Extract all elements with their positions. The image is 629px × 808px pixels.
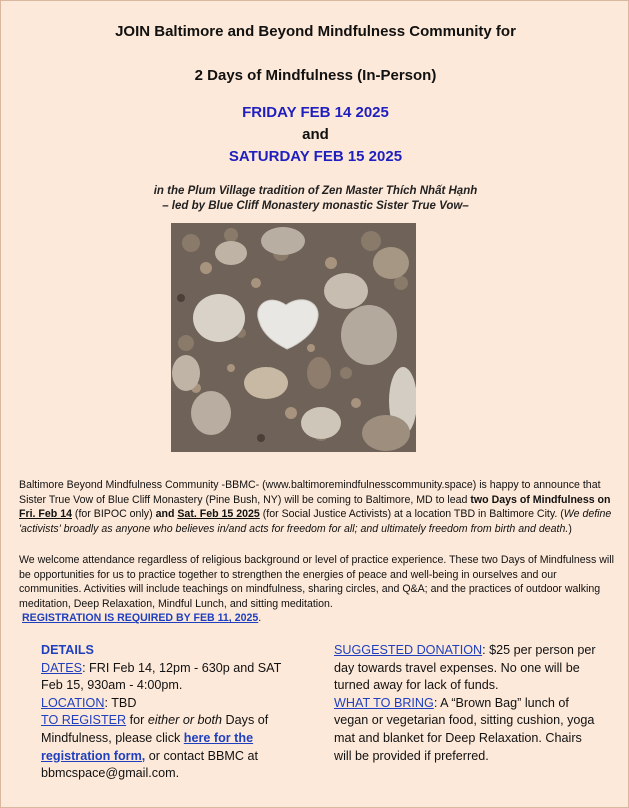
dates-value: : FRI Feb 14, 12pm - 630p and SAT Feb 15, 930am - 4:00pm. <box>41 660 282 693</box>
register-text-d: or contact BBMC at bbmcspace@gmail.com. <box>41 748 258 781</box>
donation-block <box>334 642 596 695</box>
location-value: : TBD <box>104 695 137 710</box>
date-friday: FRIDAY FEB 14 2025 <box>242 104 389 121</box>
intro-text-g: ) <box>568 522 572 535</box>
registration-end: . <box>258 612 262 625</box>
intro-text-c: (for BIPOC only) <box>71 508 156 521</box>
intro-paragraph <box>19 478 615 536</box>
location-label: LOCATION <box>41 695 105 710</box>
flyer-title-line1: JOIN Baltimore and Beyond Mindfulness Community for <box>115 23 516 40</box>
donation-value: : $25 per person per day towards travel expenses. No one will be turned away for lack of funds. <box>334 643 596 693</box>
intro-text-b: two Days of Mindfulness on <box>470 493 611 506</box>
date-saturday: SATURDAY FEB 15 2025 <box>228 148 403 165</box>
details-register <box>41 712 291 782</box>
heart-stone-photo <box>171 223 416 452</box>
register-text-a: for <box>126 713 148 728</box>
register-text-b: either or both <box>147 713 223 728</box>
welcome-paragraph <box>19 553 615 626</box>
register-text-c: Days of Mindfulness, please click <box>41 713 269 745</box>
details-column <box>41 642 291 783</box>
tradition-line2: – led by Blue Cliff Monastery monastic Sister True Vow– <box>162 200 469 212</box>
registration-deadline: REGISTRATION IS REQUIRED BY FEB 11, 2025 <box>22 612 259 625</box>
welcome-text: We welcome attendance regardless of religious background or level of practice experience. These two Days of Mindfulness will be opportunities for us to practice together to strengthen the energies of peace and well-being in ourselves and our communities. Activities will include teachings on mindfulness, sharing circles, and Q&A; and the practices of outdoor walking meditation, Deep Relaxation, Mindful Lunch, and sitting meditation. <box>19 554 614 610</box>
details-dates <box>41 660 291 695</box>
intro-fri-date: Fri. Feb 14 <box>19 508 72 521</box>
details-location <box>41 695 291 713</box>
dates-label: DATES <box>41 660 83 675</box>
intro-text-a: Baltimore Beyond Mindfulness Community -BBMC- (www.baltimoremindfulnesscommunity.space) is happy to announce that Sister True Vow of Blue Cliff Monastery (Pine Bush, NY) will be coming to Baltimore, MD to lead <box>19 479 601 506</box>
registration-form-link[interactable]: here for the registration form, <box>41 730 254 763</box>
intro-text-e: (for Social Justice Activists) at a location TBD in Baltimore City. ( <box>259 508 564 521</box>
intro-sat-date: Sat. Feb 15 2025 <box>177 508 260 521</box>
date-and: and <box>302 126 329 143</box>
bring-label: WHAT TO BRING <box>334 695 434 710</box>
flyer-title-line2: 2 Days of Mindfulness (In-Person) <box>194 67 437 84</box>
bring-value: : A “Brown Bag” lunch of vegan or vegetarian food, sitting cushion, yoga mat and blanket for Deep Relaxation. Chairs will be provided if preferred. <box>334 695 595 763</box>
donation-label: SUGGESTED DONATION <box>334 643 483 657</box>
register-label: TO REGISTER <box>41 713 127 728</box>
intro-activists-definition: We define 'activists' broadly as anyone who believes in/and acts for freedom for all; and ultimately freedom from birth and death. <box>19 508 612 535</box>
details-heading: DETAILS <box>41 643 94 657</box>
bring-block <box>334 695 596 765</box>
tradition-line1: in the Plum Village tradition of Zen Master Thích Nhất Hạnh <box>153 185 478 197</box>
intro-text-d: and <box>155 508 178 521</box>
donation-column <box>334 642 596 765</box>
